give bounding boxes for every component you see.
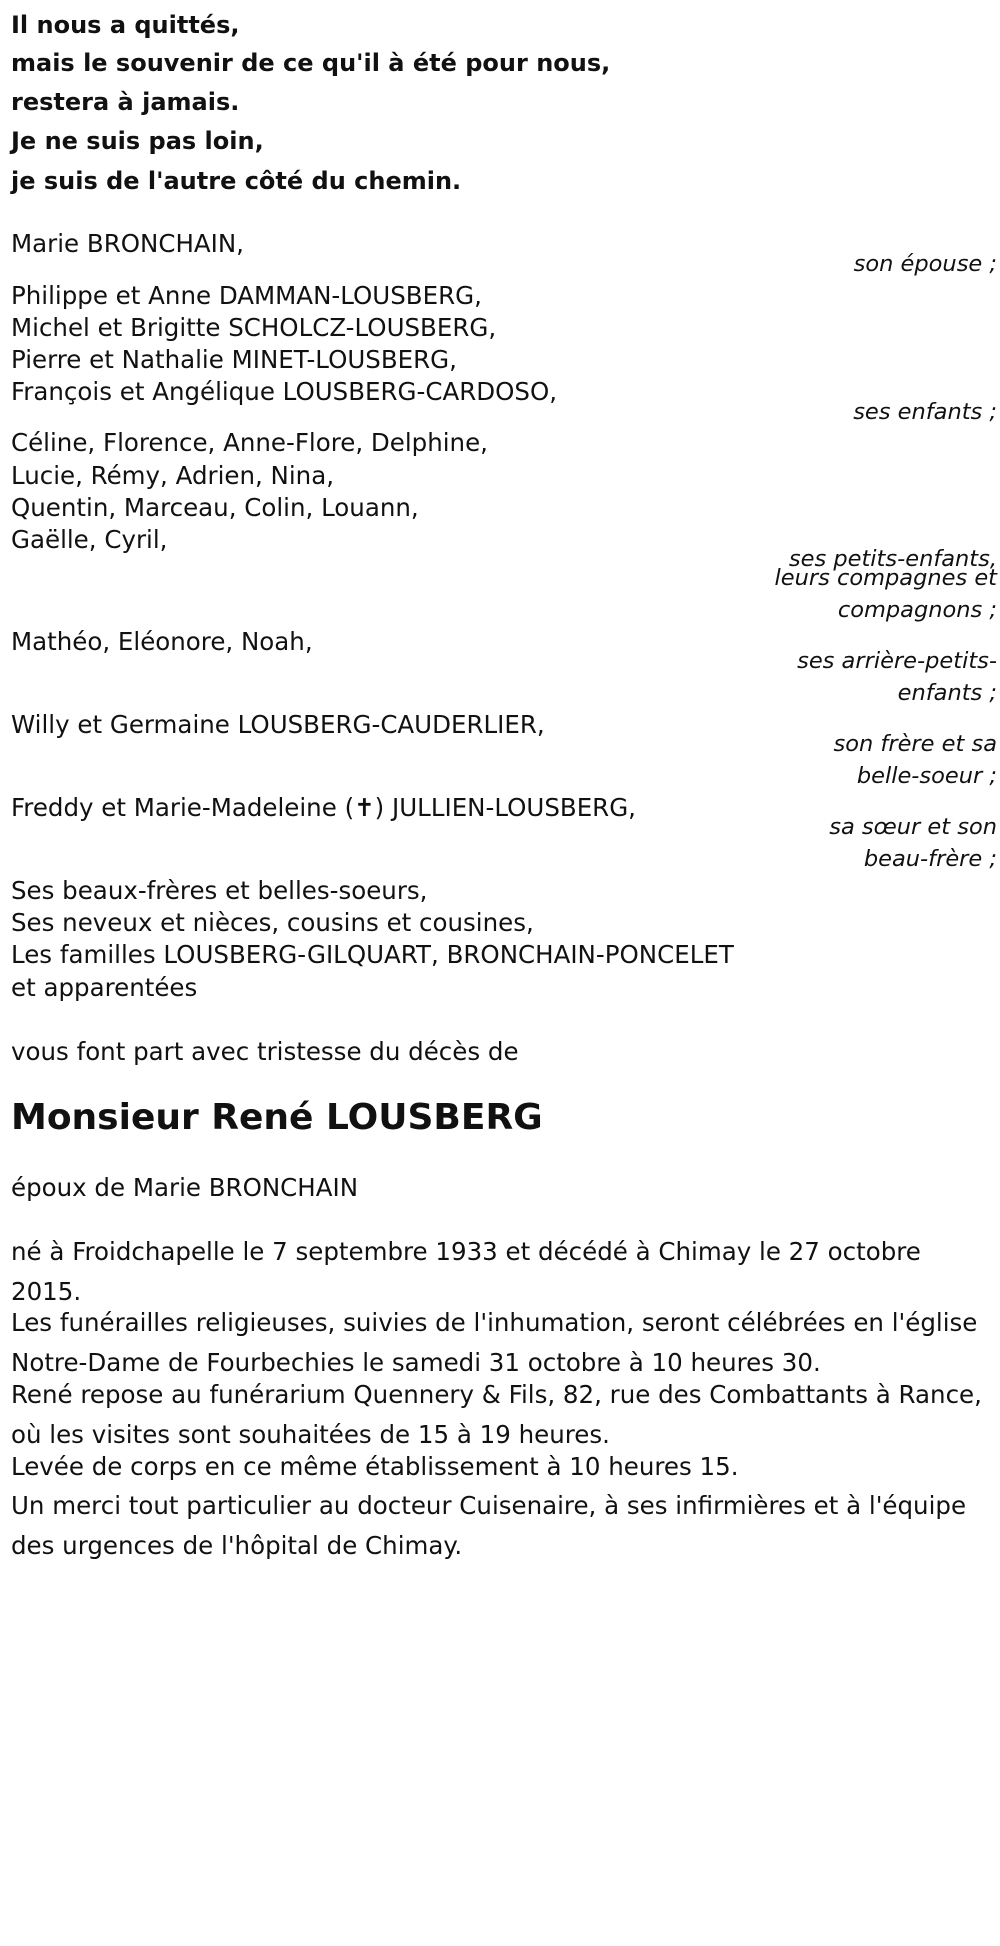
spouse-of-text: époux de Marie BRONCHAIN (11, 1173, 359, 1202)
brother-name: Willy et Germaine LOUSBERG-CAUDERLIER, (11, 710, 545, 739)
other-relatives: Ses beaux-frères et belles-soeurs, (11, 876, 428, 905)
poem-line: Je ne suis pas loin, (11, 127, 264, 155)
birth-death-paragraph: né à Froidchapelle le 7 septembre 1933 et décédé à Chimay le 27 octobre 2015. (11, 1237, 921, 1306)
sister-name: Freddy et Marie-Madeleine (✝) JULLIEN-LOUSBERG, (11, 793, 636, 822)
grandchild-names: Gaëlle, Cyril, (11, 525, 168, 554)
spouse-relation: son épouse ; (853, 251, 997, 277)
grandchild-names: Lucie, Rémy, Adrien, Nina, (11, 461, 335, 490)
spouse-name: Marie BRONCHAIN, (11, 229, 244, 258)
deceased-name: Monsieur René LOUSBERG (11, 1097, 543, 1138)
grandchildren-relation: leurs compagnes et (774, 565, 997, 591)
poem-line: mais le souvenir de ce qu'il à été pour nous, (11, 49, 611, 77)
great-grandchild-names: Mathéo, Eléonore, Noah, (11, 627, 313, 656)
child-name: François et Angélique LOUSBERG-CARDOSO, (11, 377, 558, 406)
great-grandchildren-relation: enfants ; (897, 680, 997, 706)
sister-relation: sa sœur et son (829, 814, 997, 840)
brother-relation: belle-soeur ; (856, 763, 997, 789)
departure-paragraph: Levée de corps en ce même établissement à 10 heures 15. (11, 1452, 739, 1481)
child-name: Pierre et Nathalie MINET-LOUSBERG, (11, 345, 457, 374)
other-relatives: et apparentées (11, 973, 198, 1002)
brother-relation: son frère et sa (833, 731, 997, 757)
other-relatives: Ses neveux et nièces, cousins et cousines, (11, 908, 534, 937)
other-relatives: Les familles LOUSBERG-GILQUART, BRONCHAIN-PONCELET (11, 940, 734, 969)
poem-line: Il nous a quittés, (11, 11, 240, 39)
thanks-paragraph: Un merci tout particulier au docteur Cuisenaire, à ses infirmières et à l'équipe des urgences de l'hôpital de Chimay. (11, 1491, 967, 1560)
funeral-paragraph: Les funérailles religieuses, suivies de l'inhumation, seront célébrées en l'église Notre-Dame de Fourbechies le samedi 31 octobre à 10 heures 30. (11, 1308, 978, 1377)
sister-relation: beau-frère ; (863, 846, 997, 872)
children-relation: ses enfants ; (853, 399, 997, 425)
great-grandchildren-relation: ses arrière-petits- (797, 648, 997, 674)
grandchild-names: Quentin, Marceau, Colin, Louann, (11, 493, 419, 522)
child-name: Michel et Brigitte SCHOLCZ-LOUSBERG, (11, 313, 497, 342)
poem-line: restera à jamais. (11, 88, 240, 116)
announcement-text: vous font part avec tristesse du décès de (11, 1037, 519, 1066)
child-name: Philippe et Anne DAMMAN-LOUSBERG, (11, 281, 482, 310)
grandchildren-relation: ses petits-enfants, (788, 546, 997, 572)
grandchildren-relation: compagnons ; (837, 597, 997, 623)
poem-line: je suis de l'autre côté du chemin. (11, 167, 462, 195)
grandchild-names: Céline, Florence, Anne-Flore, Delphine, (11, 428, 488, 457)
viewing-paragraph: René repose au funérarium Quennery & Fils, 82, rue des Combattants à Rance, où les visites sont souhaitées de 15 à 19 heures. (11, 1380, 982, 1449)
